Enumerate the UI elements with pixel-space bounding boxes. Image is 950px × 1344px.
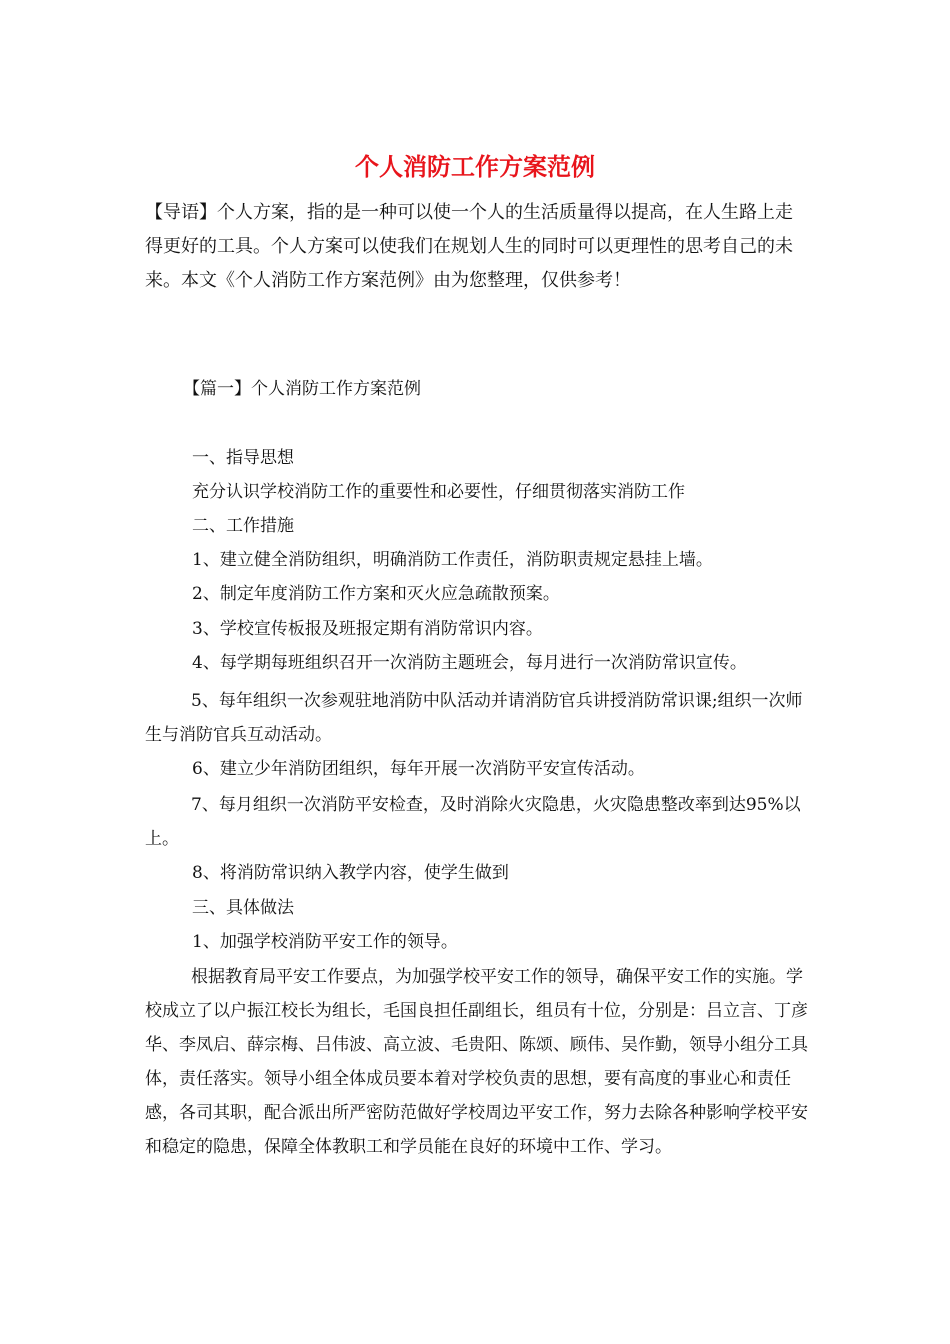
- part1-heading: 一、指导思想: [192, 448, 294, 468]
- part3-item-1: 1、加强学校消防平安工作的领导。: [192, 932, 458, 952]
- part3-heading: 三、具体做法: [192, 898, 294, 918]
- section-heading: 【篇一】个人消防工作方案范例: [183, 379, 421, 399]
- measure-item-1: 1、建立健全消防组织，明确消防工作责任，消防职责规定悬挂上墙。: [192, 550, 713, 570]
- measure-item-5: 5、每年组织一次参观驻地消防中队活动并请消防官兵讲授消防常识课;组织一次师生与消防官兵互动活动。: [145, 691, 803, 745]
- measure-item-2: 2、制定年度消防工作方案和灭火应急疏散预案。: [192, 584, 560, 604]
- part2-heading: 二、工作措施: [192, 516, 294, 536]
- document-title: 个人消防工作方案范例: [355, 152, 595, 181]
- measure-item-7: 7、每月组织一次消防平安检查，及时消除火灾隐患，火灾隐患整改率到达95%以上。: [145, 795, 801, 849]
- part3-paragraph: 根据教育局平安工作要点，为加强学校平安工作的领导，确保平安工作的实施。学校成立了以户振江校长为组长，毛国良担任副组长，组员有十位，分别是：吕立言、丁彦华、李凤启、薛宗梅、吕伟波、高立波、毛贵阳、陈颂、顾伟、吴作勤，领导小组分工具体，责任落实。领导小组全体成员要本着对学校负责的思想，要有高度的事业心和责任感，各司其职，配合派出所严密防范做好学校周边平安工作，努力去除各种影响学校平安和稳定的隐患，保障全体教职工和学员能在良好的环境中工作、学习。: [145, 967, 808, 1157]
- measure-item-3: 3、学校宣传板报及班报定期有消防常识内容。: [192, 619, 543, 639]
- intro-paragraph: 【导语】个人方案，指的是一种可以使一个人的生活质量得以提高，在人生路上走得更好的工具。个人方案可以使我们在规划人生的同时可以更理性的思考自己的未来。本文《个人消防工作方案范例》由为您整理，仅供参考！: [145, 202, 793, 291]
- measure-item-4: 4、每学期每班组织召开一次消防主题班会，每月进行一次消防常识宣传。: [192, 653, 747, 673]
- part1-text: 充分认识学校消防工作的重要性和必要性，仔细贯彻落实消防工作: [192, 482, 685, 502]
- measure-item-8: 8、将消防常识纳入教学内容，使学生做到: [192, 863, 509, 883]
- measure-item-6: 6、建立少年消防团组织，每年开展一次消防平安宣传活动。: [192, 759, 645, 779]
